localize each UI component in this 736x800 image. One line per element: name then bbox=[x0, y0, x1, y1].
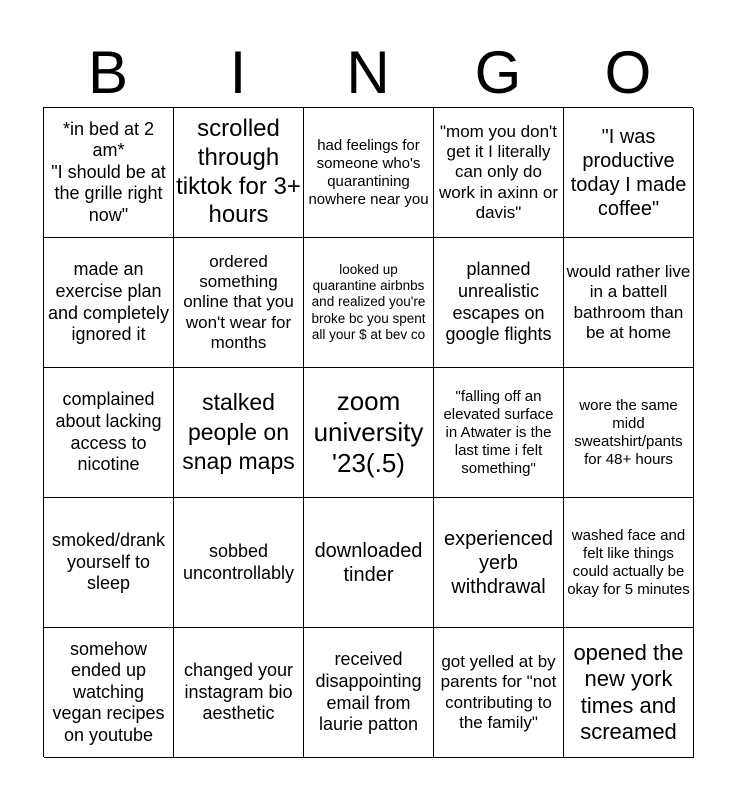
bingo-cell[interactable]: opened the new york times and screamed bbox=[564, 628, 694, 758]
bingo-cell[interactable]: sobbed uncontrollably bbox=[174, 498, 304, 628]
header-letter-g: G bbox=[474, 39, 522, 106]
bingo-cell[interactable]: smoked/drank yourself to sleep bbox=[44, 498, 174, 628]
bingo-cell[interactable]: got yelled at by parents for "not contributing to the family" bbox=[434, 628, 564, 758]
header-letter-o: O bbox=[604, 39, 652, 106]
header-letter-b: B bbox=[87, 39, 129, 106]
header-letter-i: I bbox=[229, 39, 247, 106]
bingo-cell[interactable]: experienced yerb withdrawal bbox=[434, 498, 564, 628]
header-letter-n: N bbox=[346, 39, 390, 106]
bingo-cell[interactable]: wore the same midd sweatshirt/pants for 48+ hours bbox=[564, 368, 694, 498]
bingo-cell[interactable]: ordered something online that you won't wear for months bbox=[174, 238, 304, 368]
bingo-cell[interactable]: downloaded tinder bbox=[304, 498, 434, 628]
bingo-cell[interactable]: *in bed at 2 am* "I should be at the grille right now" bbox=[44, 108, 174, 238]
bingo-cell free-space[interactable]: zoom university '23(.5) bbox=[304, 368, 434, 498]
bingo-cell[interactable]: received disappointing email from laurie patton bbox=[304, 628, 434, 758]
bingo-cell[interactable]: looked up quarantine airbnbs and realized you're broke bc you spent all your $ at bev co bbox=[304, 238, 434, 368]
bingo-cell[interactable]: changed your instagram bio aesthetic bbox=[174, 628, 304, 758]
bingo-cell[interactable]: had feelings for someone who's quarantining nowhere near you bbox=[304, 108, 434, 238]
bingo-cell[interactable]: would rather live in a battell bathroom than be at home bbox=[564, 238, 694, 368]
bingo-cell[interactable]: "I was productive today I made coffee" bbox=[564, 108, 694, 238]
bingo-header bbox=[43, 40, 693, 106]
bingo-cell[interactable]: somehow ended up watching vegan recipes on youtube bbox=[44, 628, 174, 758]
bingo-cell[interactable]: made an exercise plan and completely ignored it bbox=[44, 238, 174, 368]
bingo-cell[interactable]: stalked people on snap maps bbox=[174, 368, 304, 498]
bingo-cell[interactable]: "falling off an elevated surface in Atwater is the last time i felt something" bbox=[434, 368, 564, 498]
bingo-cell[interactable]: scrolled through tiktok for 3+ hours bbox=[174, 108, 304, 238]
bingo-cell[interactable]: complained about lacking access to nicotine bbox=[44, 368, 174, 498]
bingo-grid bbox=[43, 107, 693, 757]
bingo-cell[interactable]: "mom you don't get it I literally can only do work in axinn or davis" bbox=[434, 108, 564, 238]
bingo-cell[interactable]: planned unrealistic escapes on google flights bbox=[434, 238, 564, 368]
bingo-cell[interactable]: washed face and felt like things could actually be okay for 5 minutes bbox=[564, 498, 694, 628]
